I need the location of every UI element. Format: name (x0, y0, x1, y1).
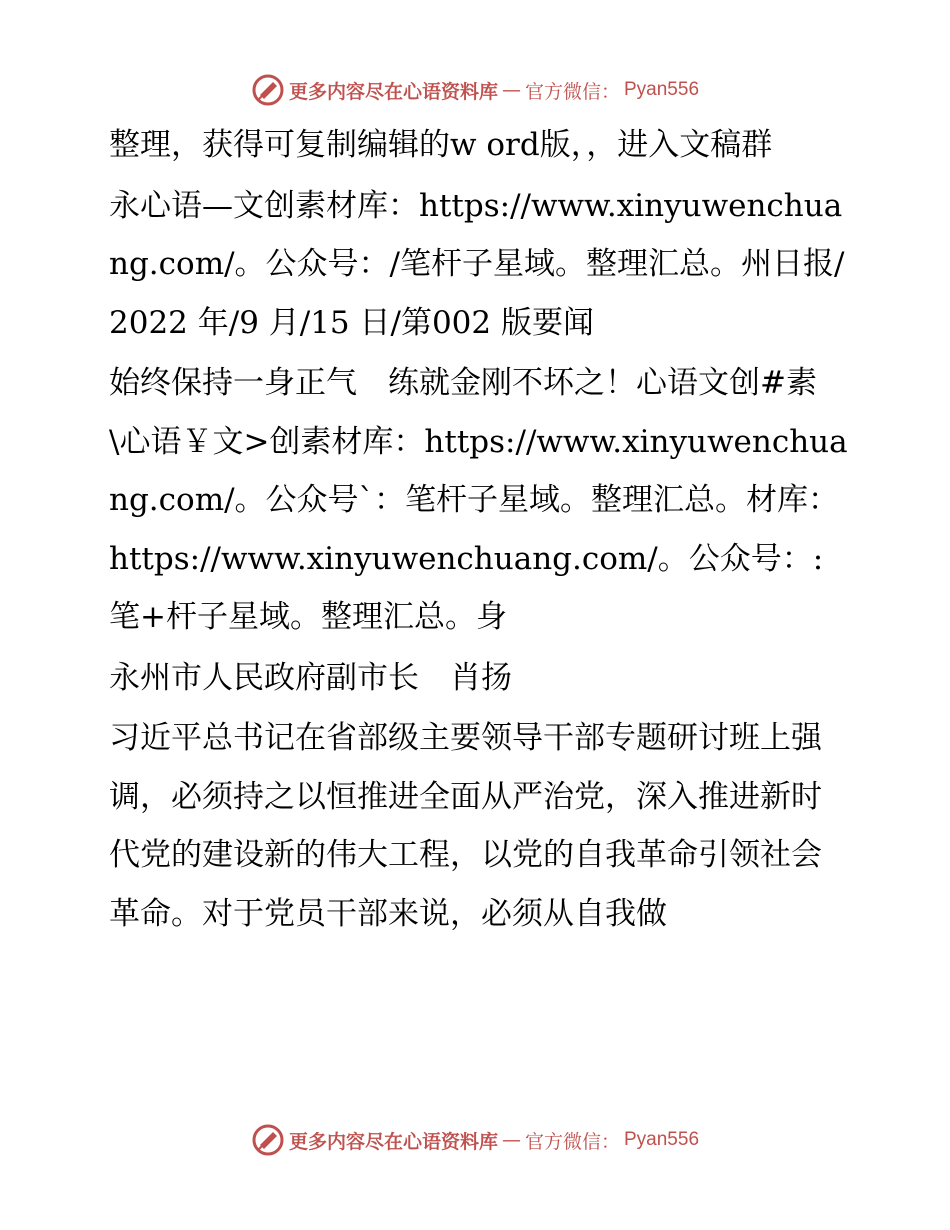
banner-official-label: 官方微信： (524, 1130, 620, 1153)
paragraph-author: 永州市人民政府副市长 肖扬 (109, 659, 512, 696)
paragraph-source: 永心语—文创素材库：https://www.xinyuwenchuang.com/。公众号：/笔杆子星域。整理汇总。州日报/2022 年/9 月/15 日/第002 版要闻 (109, 187, 845, 341)
banner-dash: — (501, 1129, 521, 1151)
paragraph-body: 习近平总书记在省部级主要领导干部专题研讨班上强调，必须持之以恒推进全面从严治党，深入推进新时代党的建设新的伟大工程，以党的自我革命引领社会革命。对于党员干部来说，必须从自我做 (109, 720, 822, 932)
paragraph-intro: 整理，获得可复制编辑的w ord版，，进入文稿群 (109, 127, 773, 163)
banner-title: 更多内容尽在心语资料库 (288, 80, 498, 103)
banner-dash: — (501, 79, 521, 101)
header-banner (0, 70, 950, 110)
banner-wechat-id: Pyan556 (624, 79, 700, 100)
banner-wechat-id: Pyan556 (624, 1129, 700, 1150)
paragraph-title: 始终保持一身正气 练就金刚不坏之！心语文创#素\心语￥文>创素材库：https://www.xinyuwenchuang.com/。公众号`：笔杆子星域。整理汇总。材库：https://www.xinyuwenchuang.com/。公众号：:笔+杆子星域。整理汇总。身 (109, 365, 848, 635)
document-body (97, 116, 852, 945)
stamp-logo-icon (251, 73, 285, 107)
banner-official-label: 官方微信： (524, 80, 620, 103)
banner-title: 更多内容尽在心语资料库 (288, 1130, 498, 1153)
footer-banner (0, 1120, 950, 1160)
stamp-logo-icon (251, 1123, 285, 1157)
